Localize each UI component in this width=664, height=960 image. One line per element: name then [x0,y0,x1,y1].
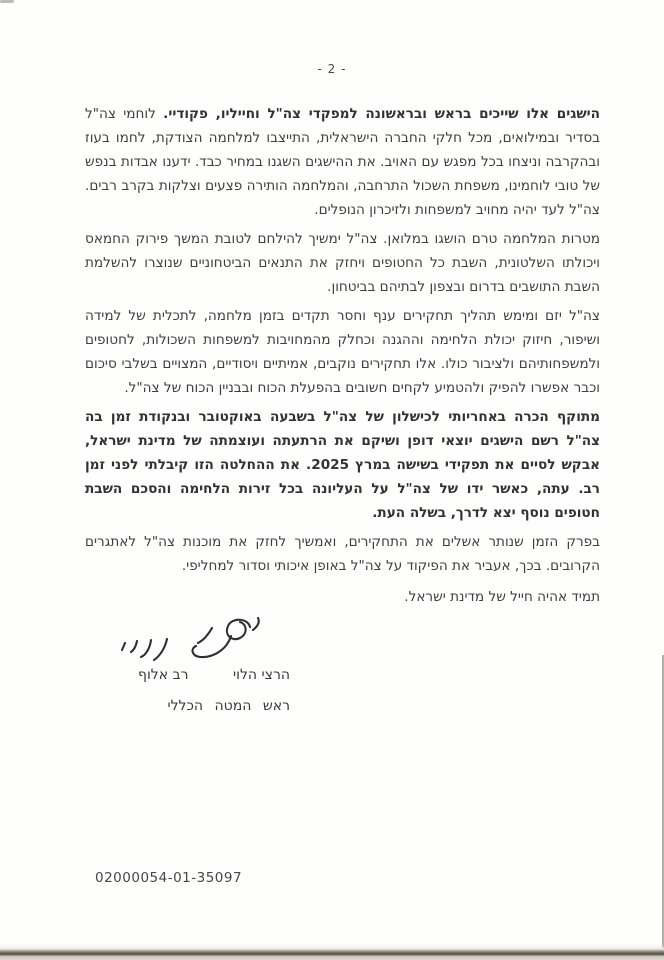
signature-name-rank-line [138,663,290,687]
paragraph-text: בפרק הזמן שנותר אשלים את התחקירים, ואמשיך לחזק את מוכנות צה"ל לאתגרים הקרובים. בכך, אעביר את הפיקוד על צה"ל באופן איכותי וסדור למחליפי. [85,534,600,574]
signatory-title: ראש המטה הכללי [167,698,290,714]
scan-artifact-top-left [0,0,14,3]
paragraph-investigations [85,304,600,400]
closing-line: תמיד אהיה חייל של מדינת ישראל. [404,589,600,605]
paragraph-handover [85,530,600,578]
paragraph-war-goals [85,227,600,299]
page-number: - 2 - [317,62,347,76]
letter-body [85,102,600,718]
signatory-name: הרצי הלוי [233,667,290,683]
paragraph-text: לוחמי צה"ל בסדיר ובמילואים, מכל חלקי החברה הישראלית, התייצבו למלחמה הצודקת, לחמו בעוז ובהקרבה וניצחו בכל מפגש עם האויב. את ההישגים השגנו במחיר כבד. ידענו אבדות בנפש של טובי לוחמינו, משפחת השכול התרחבה, והמלחמה הותירה פצעים וצלקות בקרב רבים. צה"ל לעד יהיה מחויב למשפחות ולזיכרון הנופלים. [85,106,600,218]
paragraph-text: צה"ל יזם ומימש תהליך תחקירים ענף וחסר תקדים בזמן מלחמה, לתכלית של למידה ושיפור, חיזוק יכולת הלחימה וההגנה וכחלק מהמחויבות למשפחות השכולות, לחטופים ולמשפחותיהם ולציבור כולו. אלו תחקירים נוקבים, אמיתיים ויסודיים, המצויים בשלבי סיכום וכבר אפשרו להפיק ולהטמיע לקחים חשובים בהפעלת הכוח ובבניין הכוח של צה"ל. [85,308,600,396]
paragraph-text: מטרות המלחמה טרם הושגו במלואן. צה"ל ימשיך להילחם לטובת המשך פירוק החמאס ויכולתו השלטונית, השבת כל החטופים ויחזק את התנאים הביטחוניים שנוצרו להשלמת השבת התושבים בדרום ובצפון לבתיהם בביטחון. [85,231,600,295]
paragraph-achievements [85,102,600,222]
scan-artifact-bottom-edge [0,944,664,960]
paragraph-resignation [85,405,600,525]
signature-block [100,613,290,718]
paragraph-lead-bold: הישגים אלו שייכים בראש ובראשונה למפקדי צה"ל וחייליו, פקודיי. [163,106,600,122]
document-reference-number: 02000054-01-35097 [95,870,243,886]
paragraph-lead-bold: מתוקף הכרה באחריותי לכישלון של צה"ל בשבעה באוקטובר ובנקודת זמן בה צה"ל רשם הישגים יוצאי דופן ושיקם את הרתעתה ועוצמתה של מדינת ישראל, אבקש לסיים את תפקידי בשישה במרץ 2025. את ההחלטה הזו קיבלתי לפני זמן רב. עתה, כאשר ידו של צה"ל על העליונה בכל זירות הלחימה והסכם השבת חטופים נוסף יצא לדרך, בשלה העת. [85,409,601,521]
signatory-rank: רב אלוף [138,667,189,683]
